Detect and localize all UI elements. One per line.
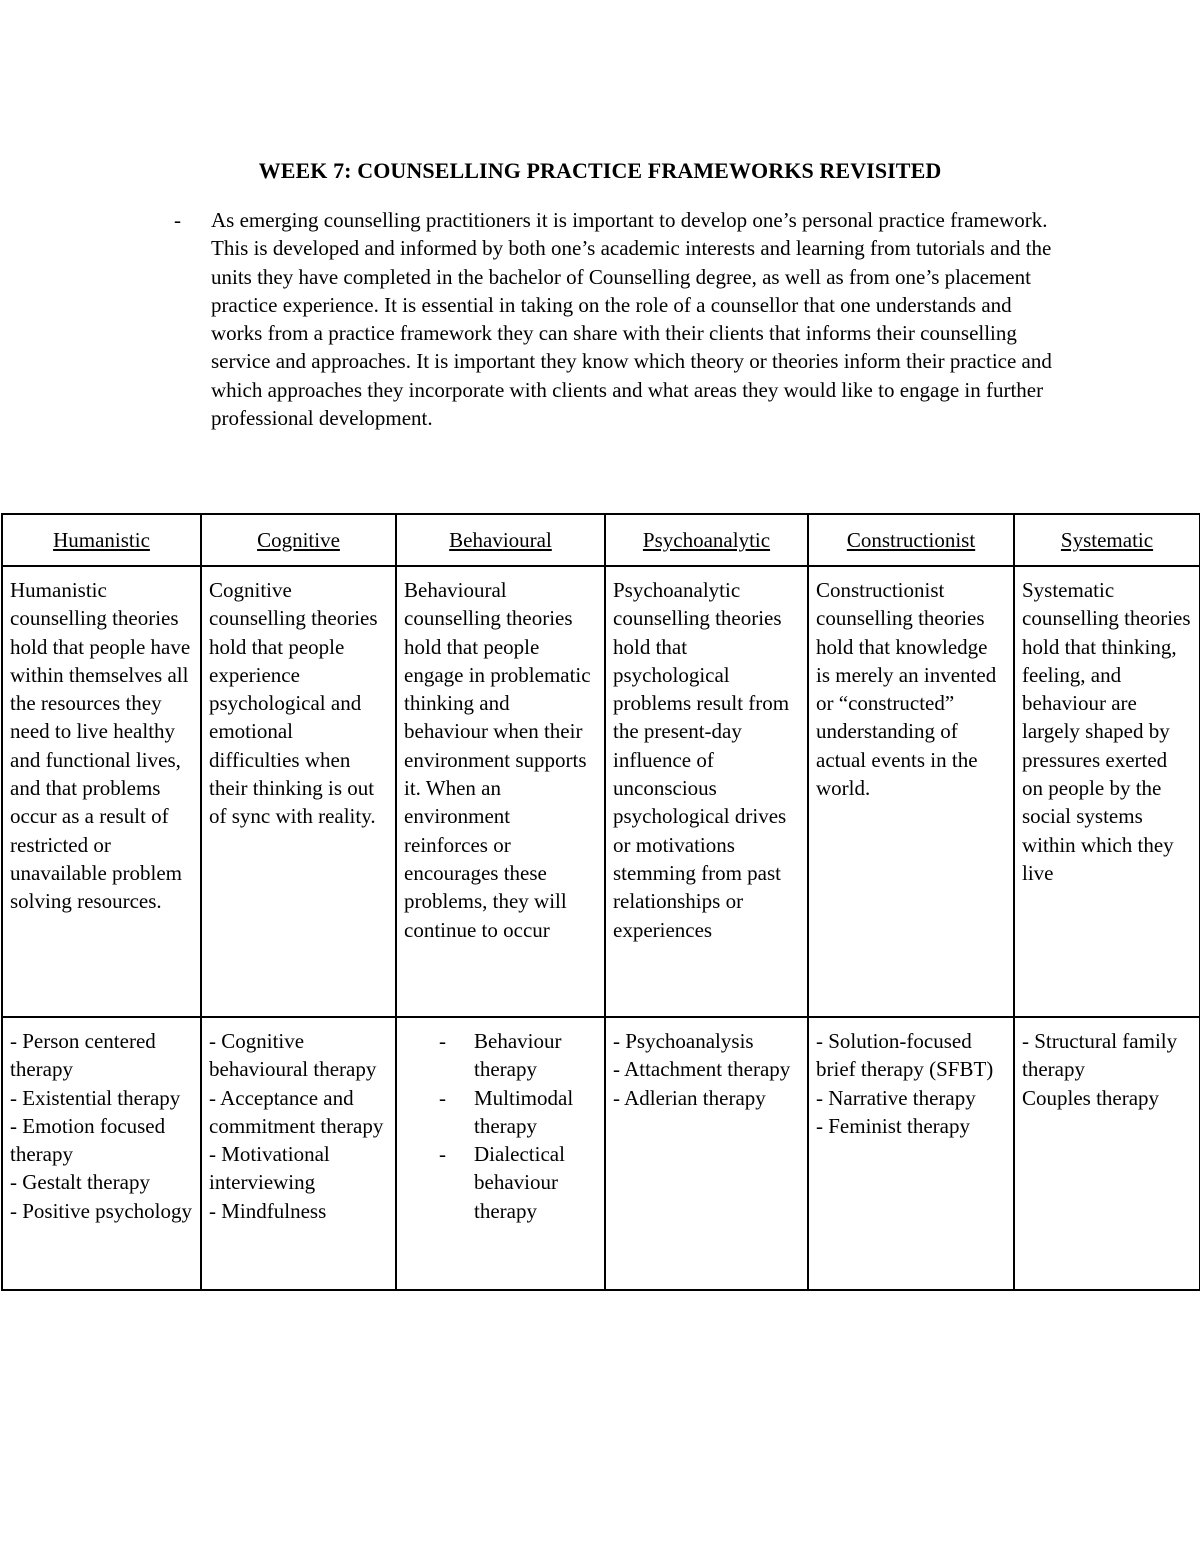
frameworks-table	[1, 513, 1200, 1291]
therapy-item: - Solution-focused brief therapy (SFBT)	[816, 1029, 994, 1082]
therapy-item: - Cognitive behavioural therapy	[209, 1029, 377, 1082]
therapy-item: - Acceptance and commitment therapy	[209, 1085, 384, 1138]
bullet-dash: -	[439, 1142, 446, 1167]
description-psychoanalytic: Psychoanalytic counselling theories hold that psychological problems result from the present-day influence of unconscious psychological drives or motivations stemming from past relationships or experiences	[605, 566, 808, 1017]
header-psychoanalytic: Psychoanalytic	[605, 514, 808, 566]
therapy-item	[439, 1084, 597, 1141]
therapy-item: - Emotion focused therapy	[10, 1113, 166, 1167]
therapy-item-text: Behaviour therapy	[474, 1029, 562, 1082]
therapies-systematic	[1014, 1017, 1200, 1290]
header-humanistic: Humanistic	[2, 514, 201, 566]
header-behavioural: Behavioural	[396, 514, 605, 566]
therapy-bullet-list	[404, 1027, 597, 1225]
therapy-item: - Attachment therapy	[613, 1057, 791, 1082]
therapies-row	[2, 1017, 1200, 1290]
therapies-behavioural	[396, 1017, 605, 1290]
bullet-dash: -	[439, 1085, 446, 1110]
therapy-item-text: Dialectical behaviour therapy	[474, 1142, 565, 1223]
therapy-item: - Narrative therapy	[816, 1085, 976, 1110]
therapy-item: - Motivational interviewing	[209, 1142, 330, 1195]
intro-bullet: -	[174, 208, 181, 232]
therapy-item: - Feminist therapy	[816, 1113, 970, 1138]
therapy-item: - Adlerian therapy	[613, 1085, 766, 1110]
therapy-item: - Gestalt therapy	[10, 1170, 150, 1195]
therapy-item: Couples therapy	[1022, 1085, 1160, 1110]
therapies-cognitive	[201, 1017, 396, 1290]
therapy-item-text: Multimodal therapy	[474, 1085, 574, 1138]
description-row	[2, 566, 1200, 1017]
therapy-item: - Positive psychology	[10, 1198, 192, 1223]
bullet-dash: -	[439, 1029, 446, 1053]
table-header-row	[2, 514, 1200, 566]
description-behavioural: Behavioural counselling theories hold that people engage in problematic thinking and behaviour when their environment supports it. When an environment reinforces or encourages these problems, they will continue to occur	[396, 566, 605, 1017]
therapy-item: - Person centered therapy	[10, 1029, 156, 1082]
therapies-psychoanalytic	[605, 1017, 808, 1290]
therapy-item: - Mindfulness	[209, 1198, 327, 1223]
intro-paragraph	[174, 206, 1074, 432]
therapy-item: - Existential therapy	[10, 1085, 181, 1110]
therapies-constructionist	[808, 1017, 1014, 1290]
therapy-item: - Structural family therapy	[1022, 1029, 1178, 1082]
therapy-item	[439, 1140, 597, 1225]
header-constructionist: Constructionist	[808, 514, 1014, 566]
header-cognitive: Cognitive	[201, 514, 396, 566]
therapy-item	[439, 1027, 597, 1084]
page-title: WEEK 7: COUNSELLING PRACTICE FRAMEWORKS REVISITED	[258, 158, 942, 183]
description-humanistic: Humanistic counselling theories hold that people have within themselves all the resources they need to live healthy and functional lives, and that problems occur as a result of restricted or unavailable problem solving resources.	[2, 566, 201, 1017]
therapies-humanistic	[2, 1017, 201, 1290]
header-systematic: Systematic	[1014, 514, 1200, 566]
therapy-item: - Psychoanalysis	[613, 1029, 754, 1053]
description-systematic: Systematic counselling theories hold that thinking, feeling, and behaviour are largely shaped by pressures exerted on people by the social systems within which they live	[1014, 566, 1200, 1017]
intro-text: As emerging counselling practitioners it is important to develop one’s personal practice framework. This is developed and informed by both one’s academic interests and learning from tutorials and the units they have completed in the bachelor of Counselling degree, as well as from one’s placement practice experience. It is essential in taking on the role of a counsellor that one understands and works from a practice framework they can share with their clients that informs their counselling service and approaches. It is important they know which theory or theories inform their practice and which approaches they incorporate with clients and what areas they would like to engage in further professional development.	[211, 208, 1052, 431]
description-constructionist: Constructionist counselling theories hold that knowledge is merely an invented or “constructed” understanding of actual events in the world.	[808, 566, 1014, 1017]
description-cognitive: Cognitive counselling theories hold that people experience psychological and emotional difficulties when their thinking is out of sync with reality.	[201, 566, 396, 1017]
